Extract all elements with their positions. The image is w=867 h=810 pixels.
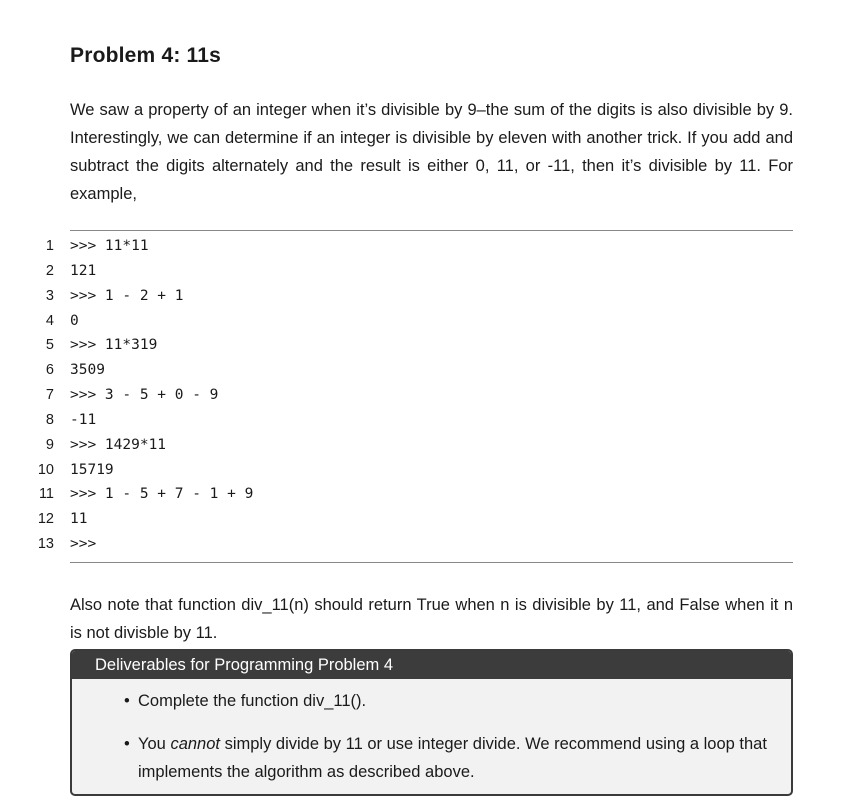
line-number: 8 (45, 411, 54, 428)
line-number: 2 (45, 262, 54, 279)
code-text: 3509 (70, 362, 105, 379)
deliverable-text-prefix: You (138, 735, 171, 753)
code-line (0, 507, 867, 532)
problem-title: Problem 4: 11s (70, 44, 222, 67)
code-line (0, 433, 867, 458)
note-paragraph: Also note that function div_11(n) should return True when n is divisible by 11, and False when it n is not divisble by 11. (70, 596, 793, 642)
code-line (0, 458, 867, 483)
code-top-divider (70, 230, 793, 231)
line-number: 5 (45, 337, 54, 354)
code-line (0, 383, 867, 408)
bullet-icon: • (124, 692, 130, 710)
line-number: 6 (45, 362, 54, 379)
code-line (0, 482, 867, 507)
deliverable-emphasis: cannot (170, 735, 220, 753)
code-text: 0 (70, 312, 79, 329)
code-text: >>> (70, 536, 97, 553)
line-number: 12 (37, 511, 54, 528)
deliverable-item (124, 730, 788, 786)
code-text: >>> 1 - 2 + 1 (70, 287, 184, 304)
deliverables-box (70, 649, 793, 796)
code-text: >>> 11*11 (70, 238, 149, 254)
code-line (0, 532, 867, 557)
deliverable-item (124, 687, 788, 715)
code-line (0, 259, 867, 284)
code-text: >>> 3 - 5 + 0 - 9 (70, 387, 219, 404)
code-text: 15719 (70, 461, 114, 478)
line-number: 9 (45, 436, 54, 453)
deliverable-text: Complete the function div_11(). (138, 692, 367, 710)
code-text: 11 (70, 511, 88, 528)
line-number: 11 (38, 486, 54, 503)
code-listing (0, 234, 867, 557)
code-line (0, 408, 867, 433)
line-number: 10 (37, 461, 54, 478)
line-number: 3 (45, 287, 54, 304)
code-line (0, 234, 867, 259)
code-line (0, 358, 867, 383)
code-text: >>> 1429*11 (70, 436, 167, 453)
code-text: >>> 1 - 5 + 7 - 1 + 9 (70, 486, 254, 503)
code-line (0, 309, 867, 334)
code-line (0, 333, 867, 358)
line-number: 4 (45, 312, 54, 329)
line-number: 7 (45, 387, 54, 404)
bullet-icon: • (124, 735, 130, 753)
line-number: 13 (37, 536, 54, 553)
line-number: 1 (45, 238, 54, 254)
code-line (0, 284, 867, 309)
code-text: -11 (70, 411, 97, 428)
deliverables-header: Deliverables for Programming Problem 4 (72, 651, 791, 679)
deliverable-text-suffix: simply divide by 11 or use integer divide. We recommend using a loop that implements the algorithm as described above. (138, 735, 767, 781)
code-text: >>> 11*319 (70, 337, 158, 354)
code-text: 121 (70, 262, 97, 279)
code-bottom-divider (70, 562, 793, 563)
problem-intro-paragraph: We saw a property of an integer when it’s divisible by 9–the sum of the digits is also divisible by 9. Interestingly, we can determine if an integer is divisible by eleven with another trick. If you add and subtract the digits alternately and the result is either 0, 11, or -11, then it’s divisible by 11. For example, (70, 101, 793, 203)
